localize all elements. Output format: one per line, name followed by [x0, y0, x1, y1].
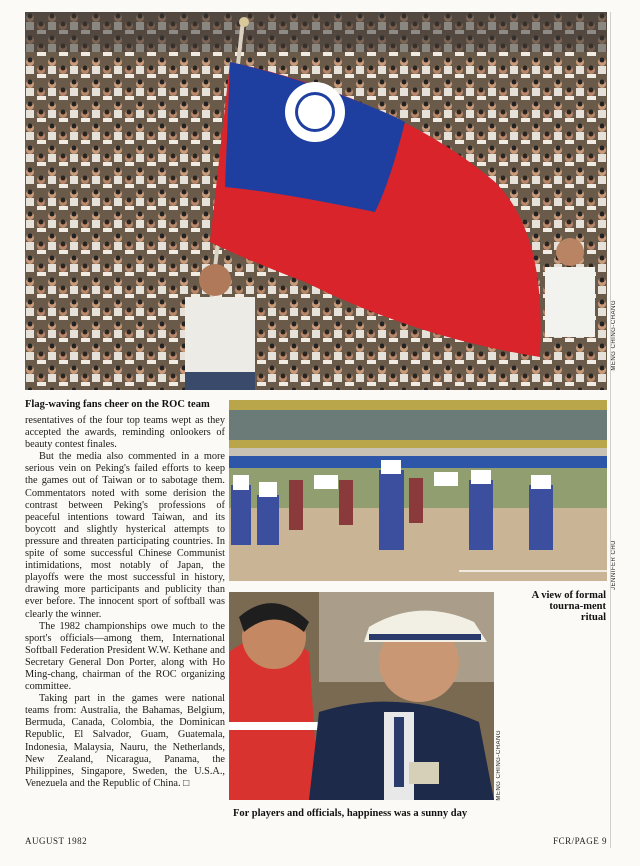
footer-page-number: FCR/PAGE 9 — [553, 836, 607, 846]
photo-credit-bottom: MENG CHING-CHANG — [496, 730, 502, 801]
photo-credit-top: MENG CHING-CHANG — [611, 300, 617, 371]
photo-player-official — [229, 592, 494, 800]
photo-formal-ritual — [229, 400, 607, 581]
article-paragraph: The 1982 championships owe much to the sport's officials—among them, International Softball Federation President W.W. Kethane and Secretary General Don Porter, along with Ho Ming-chang, chairman of the ROC organizing committee. — [25, 620, 225, 693]
article-paragraph: But the media also commented in a more serious vein on Peking's failed efforts to keep the games out of Taiwan or to sabotage them. Commentators noted with some derision the contrast between Peking's professions of peaceful intentions toward Taiwan, and its boycott and slightly hysterical attempts to pressure and threaten participating countries. In spite of some successful Chinese Communist intimidations, most notably of Japan, the playoffs were the most successful in history, drawing more participants and publicity than ever before. The innocent sport of softball was clearly the winner. — [25, 451, 225, 620]
caption-bottom: For players and officials, happiness was a sunny day — [233, 808, 468, 819]
article-paragraph: resentatives of the four top teams wept as they accepted the awards, reminding onlookers of beauty contest finales. — [25, 415, 225, 451]
caption-top: Flag-waving fans cheer on the ROC team — [25, 399, 210, 410]
footer-date: AUGUST 1982 — [25, 836, 88, 846]
caption-middle: A view of formal tourna-ment ritual — [531, 590, 606, 623]
photo-credit-middle: JENNIFER CHU — [611, 540, 617, 591]
article-body — [25, 415, 225, 790]
photo-flag-fans — [25, 12, 607, 390]
page-rule — [610, 12, 611, 848]
article-paragraph: Taking part in the games were national teams from: Australia, the Bahamas, Belgium, Bermuda, Canada, Colombia, the Dominican Republic, El Salvador, Guam, Guatemala, Indonesia, Malaysia, Nauru, the Netherlands, New Zealand, Nicaragua, Panama, the Philippines, Singapore, Sweden, the U.S.A., Venezuela and the Republic of China. □ — [25, 693, 225, 789]
